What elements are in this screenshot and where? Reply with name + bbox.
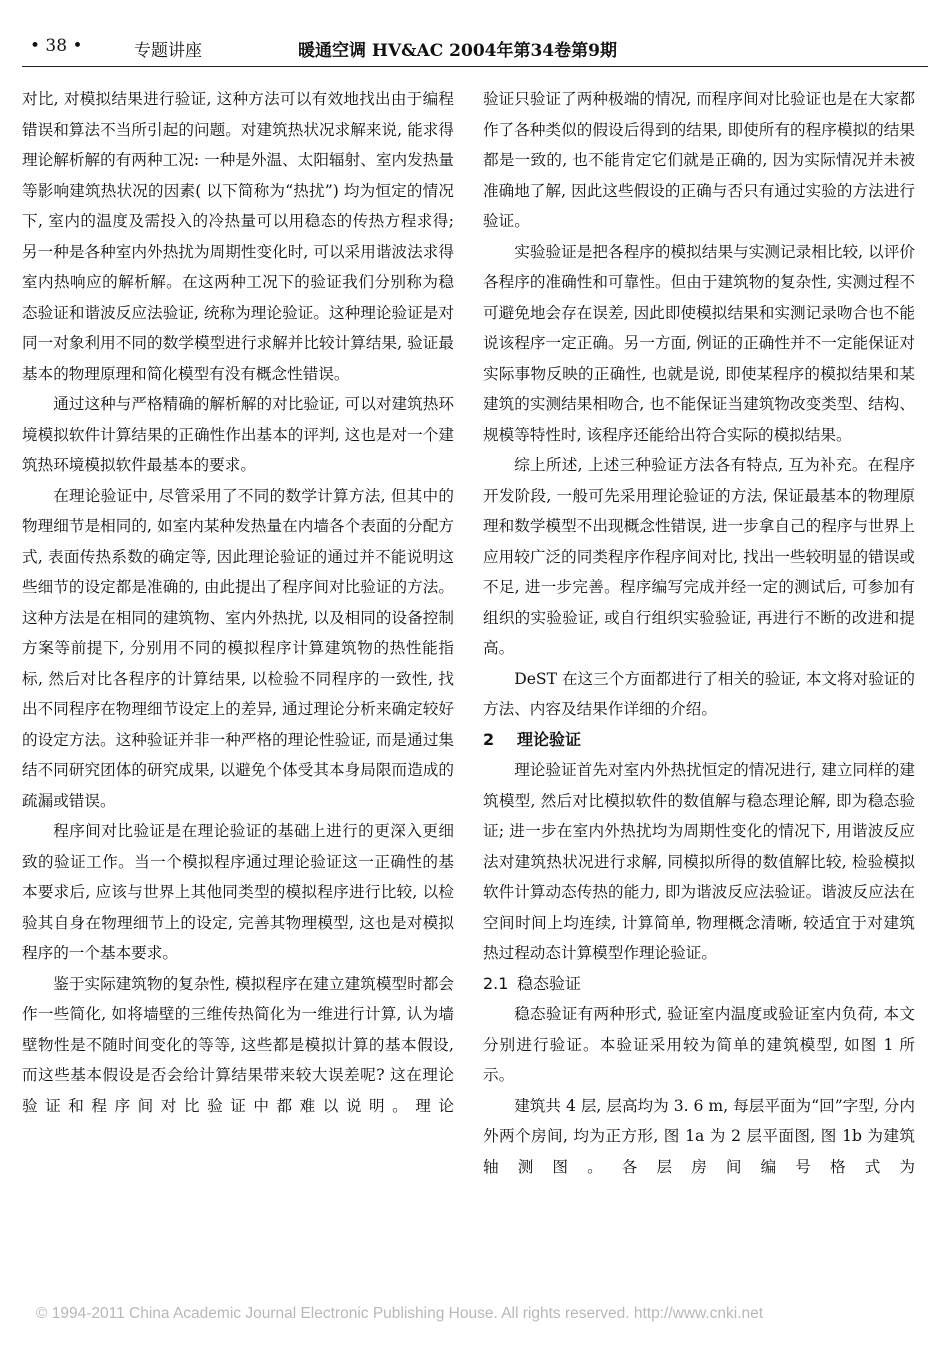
paragraph: 建筑共 4 层, 层高均为 3. 6 m, 每层平面为“回”字型, 分内外两个房间, 均为正方形, 图 1a 为 2 层平面图, 图 1b 为建筑轴测图。各层房间编号格式为 — [483, 1096, 915, 1176]
section-number: 2 — [483, 729, 495, 749]
paragraph: 实验验证是把各程序的模拟结果与实测记录相比较, 以评价各程序的准确性和可靠性。但由于建筑物的复杂性, 实测过程不可避免地会存在误差, 因此即使模拟结果和实测记录吻合也不能说该程序一定正确。另一方面, 例证的正确性并不一定能保证对实际事物反映的正确性, 也就是说, 即使某程序的模拟结果和某建筑的实测结果相吻合, 也不能保证当建筑物改变类型、结构、规模等特性时, 该程序还能给出符合实际的模拟结果。 — [483, 242, 915, 444]
page-number: • 38 • — [30, 36, 83, 56]
right-column — [483, 84, 915, 1182]
subsection-title: 稳态验证 — [517, 973, 582, 993]
journal-info: 暖通空调 HV&AC 2004年第34卷第9期 — [298, 41, 617, 61]
section-title: 理论验证 — [517, 729, 582, 749]
paragraph: 综上所述, 上述三种验证方法各有特点, 互为补充。在程序开发阶段, 一般可先采用理论验证的方法, 保证最基本的物理原理和数学模型不出现概念性错误, 进一步拿自己的程序与世界上应用较广泛的同类程序作程序间对比, 找出一些较明显的错误或不足, 进一步完善。程序编写完成并经一定的测试后, 可参加有组织的实验验证, 或自行组织实验验证, 再进行不断的改进和提高。 — [483, 456, 915, 657]
section-heading — [483, 725, 915, 756]
paragraph: DeST 在这三个方面都进行了相关的验证, 本文将对验证的方法、内容及结果作详细的介绍。 — [483, 669, 915, 718]
paragraph: 对比, 对模拟结果进行验证, 这种方法可以有效地找出由于编程错误和算法不当所引起的问题。对建筑热状况求解来说, 能求得理论解析解的有两种工况: 一种是外温、太阳辐射、室内发热量等影响建筑热状况的因素( 以下简称为“热扰”) 均为恒定的情况下, 室内的温度及需投入的冷热量可以用稳态的传热方程求得; 另一种是各种室内外热扰为周期性变化时, 可以采用谐波法求得室内热响应的解析解。在这两种工况下的验证我们分别称为稳态验证和谐波反应法验证, 统称为理论验证。这种理论验证是对同一对象利用不同的数学模型进行求解并比较计算结果, 验证最基本的物理原理和简化模型有没有概念性错误。 — [22, 90, 454, 383]
subsection-number: 2.1 — [483, 973, 509, 993]
paragraph: 程序间对比验证是在理论验证的基础上进行的更深入更细致的验证工作。当一个模拟程序通过理论验证这一正确性的基本要求后, 应该与世界上其他同类型的模拟程序进行比较, 以检验其自身在物理细节上的设定, 完善其物理模型, 这也是对模拟程序的一个基本要求。 — [22, 822, 454, 962]
left-column — [22, 84, 454, 1121]
section-label: 专题讲座 — [134, 41, 202, 61]
paragraph: 稳态验证有两种形式, 验证室内温度或验证室内负荷, 本文分别进行验证。本验证采用较为简单的建筑模型, 如图 1 所示。 — [483, 1005, 915, 1084]
paragraph: 通过这种与严格精确的解析解的对比验证, 可以对建筑热环境模拟软件计算结果的正确性作出基本的评判, 这也是对一个建筑热环境模拟软件最基本的要求。 — [22, 395, 454, 474]
running-header — [22, 30, 928, 67]
paragraph: 在理论验证中, 尽管采用了不同的数学计算方法, 但其中的物理细节是相同的, 如室内某种发热量在内墙各个表面的分配方式, 表面传热系数的确定等, 因此理论验证的通过并不能说明这些细节的设定都是准确的, 由此提出了程序间对比验证的方法。这种方法是在相同的建筑物、室内外热扰, 以及相同的设备控制方案等前提下, 分别用不同的模拟程序计算建筑物的热性能指标, 然后对比各程序的计算结果, 以检验不同程序的一致性, 找出不同程序在物理细节设定上的差异, 通过理论分析来确定较好的设定方法。这种验证并非一种严格的理论性验证, 而是通过集结不同研究团体的研究成果, 以避免个体受其本身局限而造成的疏漏或错误。 — [22, 486, 454, 810]
subsection-heading — [483, 969, 915, 1000]
copyright-watermark: © 1994-2011 China Academic Journal Electronic Publishing House. All rights reserved. http://www.cnki.net — [36, 1305, 764, 1322]
paragraph: 理论验证首先对室内外热扰恒定的情况进行, 建立同样的建筑模型, 然后对比模拟软件的数值解与稳态理论解, 即为稳态验证; 进一步在室内外热扰均为周期性变化的情况下, 用谐波反应法对建筑热状况进行求解, 同模拟所得的数值解比较, 检验模拟软件计算动态传热的能力, 即为谐波反应法验证。谐波反应法在空间时间上均连续, 计算简单, 物理概念清晰, 较适宜于对建筑热过程动态计算模型作理论验证。 — [483, 761, 915, 962]
paragraph: 验证只验证了两种极端的情况, 而程序间对比验证也是在大家都作了各种类似的假设后得到的结果, 即使所有的程序模拟的结果都是一致的, 也不能肯定它们就是正确的, 因为实际情况并未被准确地了解, 因此这些假设的正确与否只有通过实验的方法进行验证。 — [483, 90, 915, 230]
paragraph: 鉴于实际建筑物的复杂性, 模拟程序在建立建筑模型时都会作一些简化, 如将墙壁的三维传热简化为一维进行计算, 认为墙壁物性是不随时间变化的等等, 这些都是模拟计算的基本假设, 而这些基本假设是否会给计算结果带来较大误差呢? 这在理论验证和程序间对比验证中都难以说明。理论 — [22, 974, 454, 1115]
